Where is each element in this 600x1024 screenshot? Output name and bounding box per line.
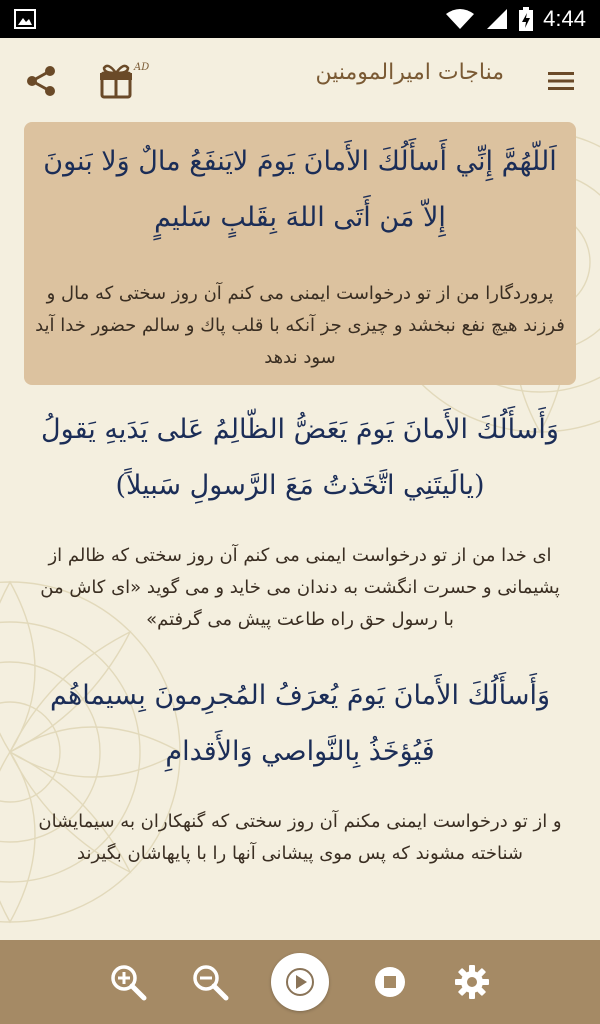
prayer-content[interactable] (0, 122, 600, 940)
battery-charging-icon (519, 7, 533, 31)
status-bar (0, 0, 600, 38)
zoom-in-icon[interactable] (108, 962, 148, 1002)
menu-icon[interactable] (546, 68, 576, 94)
page-title: مناجات امیرالمومنین (315, 60, 504, 85)
ad-label: AD (134, 62, 150, 73)
persian-translation: پروردگارا من از تو درخواست ایمنی می کنم آن روز سختی که مال و فرزند هیچ نفع نبخشد و چیزی جز آنکه با قلب پاك و سالم حضور خدا آید سود ندهد (35, 283, 565, 368)
play-button[interactable] (271, 953, 329, 1011)
arabic-verse: وَأَسأَلُكَ الأَمانَ يَومَ يُعرَفُ المُجرِمونَ بِسيماهُم فَيُؤخَذُ بِالنَّواصي وَالأَقدامِ (49, 680, 550, 767)
signal-icon (485, 8, 509, 30)
wifi-icon (445, 8, 475, 30)
arabic-verse: اَللّهُمَّ إِنِّي أَسأَلُكَ الأَمانَ يَومَ لايَنفَعُ مالٌ وَلا بَنونَ إِلاّ مَن أَتَى اللهَ بِقَلبٍ سَليمٍ (43, 146, 557, 233)
gear-icon[interactable] (452, 962, 492, 1002)
zoom-out-icon[interactable] (190, 962, 230, 1002)
app-bar (0, 38, 600, 122)
persian-translation: ای خدا من از تو درخواست ایمنی می کنم آن روز سختی که ظالم از پشیمانی و حسرت انگشت به دندان می خاید و می گوید «ای کاش من با رسول حق راه طاعت پیش می گرفتم» (40, 545, 560, 630)
player-toolbar (0, 940, 600, 1024)
clock: 4:44 (543, 6, 586, 31)
arabic-verse: وَأَسأَلُكَ الأَمانَ يَومَ يَعَضُّ الظّالِمُ عَلى يَدَيهِ يَقولُ (يالَيتَنِي اتَّخَذتُ مَعَ الرَّسولِ سَبيلاً) (41, 414, 559, 501)
persian-translation: و از تو درخواست ایمنی مکنم آن روز سختی که گنهکاران به سیمایشان شناخته مشوند که پس موی پیشانی آنها را با پایهاشان بگیرند (38, 811, 562, 864)
play-icon (285, 967, 315, 997)
gallery-icon (14, 9, 36, 29)
share-icon[interactable] (24, 64, 58, 98)
stop-icon[interactable] (370, 962, 410, 1002)
